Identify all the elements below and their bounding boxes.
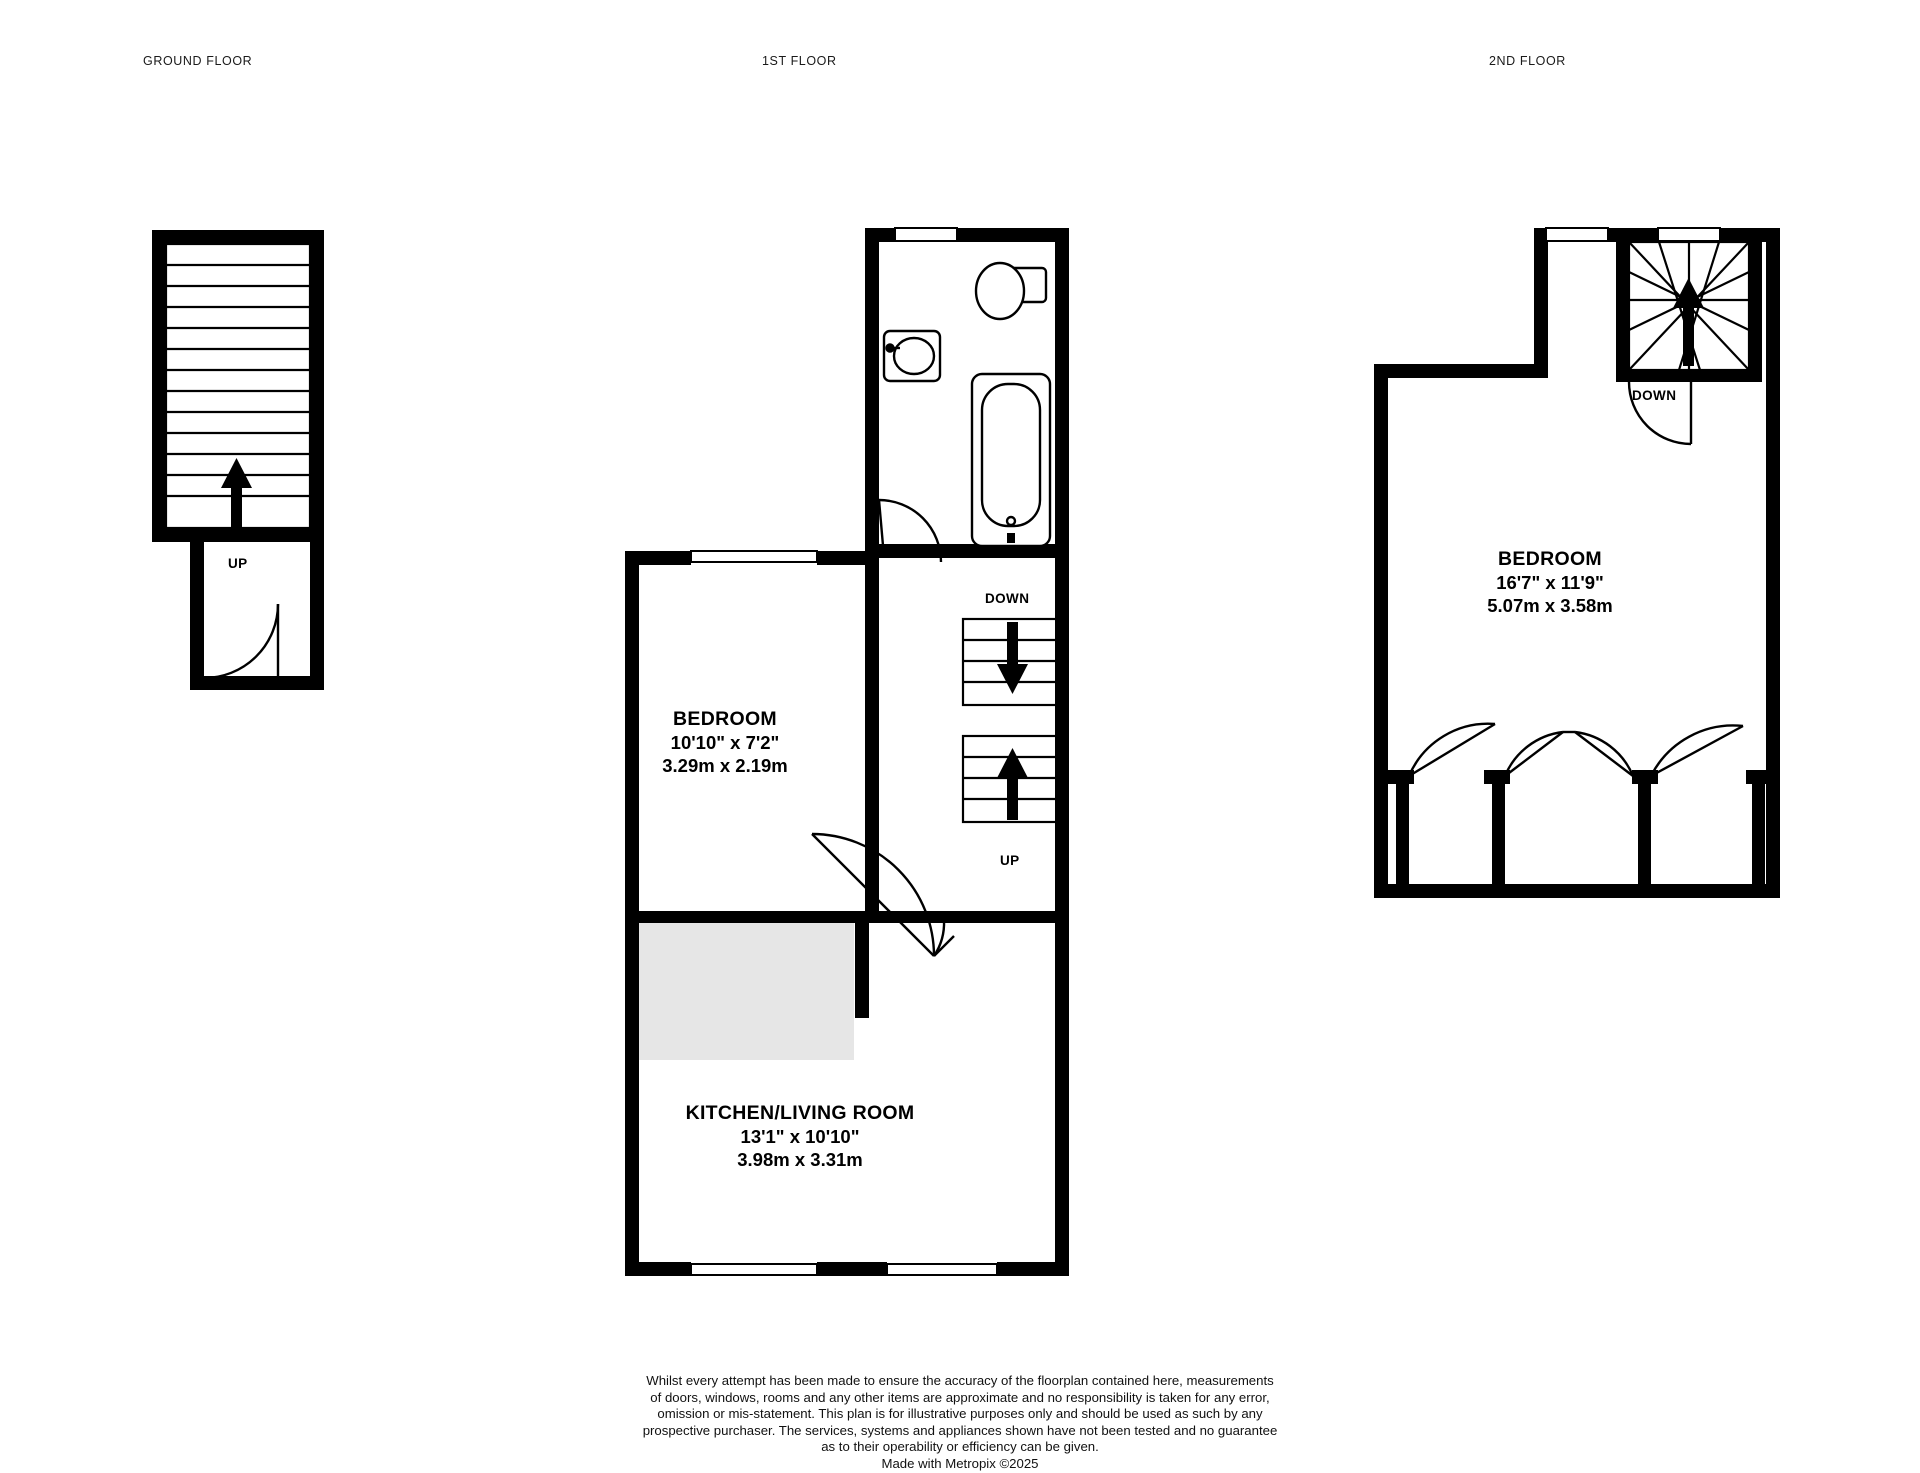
- floor-title-ground: GROUND FLOOR: [143, 54, 253, 68]
- room-label-bedroom-second: [1400, 548, 1700, 617]
- disclaimer-line-2: of doors, windows, rooms and any other items are approximate and no responsibility is taken for any error,: [650, 1389, 1270, 1405]
- sink-icon: [884, 331, 940, 381]
- floor-title-first: 1ST FLOOR: [762, 54, 837, 68]
- room-dimensions-metric: 3.29m x 2.19m: [662, 755, 788, 776]
- bathroom-fixtures: [884, 263, 1050, 546]
- ground-floor-door-jamb: [278, 676, 324, 690]
- metropix-credit: Made with Metropix ©2025: [881, 1455, 1039, 1471]
- disclaimer-line-5: as to their operability or efficiency can be given.: [821, 1439, 1099, 1455]
- ground-floor-entry-door: [204, 604, 278, 678]
- room-name: BEDROOM: [673, 708, 777, 730]
- stair-marker-ground-up: UP: [228, 556, 248, 571]
- stair-marker-first-down: DOWN: [985, 591, 1030, 606]
- room-name: BEDROOM: [1498, 548, 1602, 570]
- bathtub-icon: [972, 374, 1050, 546]
- floor-title-second: 2ND FLOOR: [1489, 54, 1566, 68]
- ground-floor-up-arrow: [221, 458, 252, 530]
- stair-marker-first-up: UP: [1000, 853, 1020, 868]
- disclaimer-line-1: Whilst every attempt has been made to ensure the accuracy of the floorplan contained here, measurements: [646, 1373, 1274, 1388]
- room-label-kitchen-living-room: [620, 1102, 980, 1171]
- room-dimensions-metric: 3.98m x 3.31m: [737, 1149, 863, 1170]
- toilet-icon: [976, 263, 1046, 319]
- ground-floor-plan: [152, 230, 324, 690]
- room-dimensions-imperial: 16'7" x 11'9": [1496, 572, 1604, 593]
- first-floor-down-arrow: [997, 622, 1028, 694]
- ground-floor-walls: [152, 230, 324, 690]
- second-floor-up-arrow: [1673, 278, 1704, 366]
- stair-marker-second-down: DOWN: [1632, 388, 1677, 403]
- disclaimer-line-4: prospective purchaser. The services, systems and appliances shown have not been tested and no guarantee: [642, 1422, 1278, 1438]
- disclaimer-line-3: omission or mis-statement. This plan is for illustrative purposes only and should be used as such by any: [657, 1406, 1263, 1422]
- room-dimensions-imperial: 13'1" x 10'10": [740, 1126, 860, 1147]
- room-dimensions-imperial: 10'10" x 7'2": [670, 732, 780, 753]
- room-dimensions-metric: 5.07m x 3.58m: [1487, 595, 1613, 616]
- room-label-bedroom-first: [610, 708, 840, 777]
- disclaimer-text: [0, 1373, 1920, 1473]
- second-floor-cupboard-doors: [1409, 724, 1743, 776]
- room-name: KITCHEN/LIVING ROOM: [685, 1102, 915, 1124]
- first-floor-up-arrow: [997, 748, 1028, 820]
